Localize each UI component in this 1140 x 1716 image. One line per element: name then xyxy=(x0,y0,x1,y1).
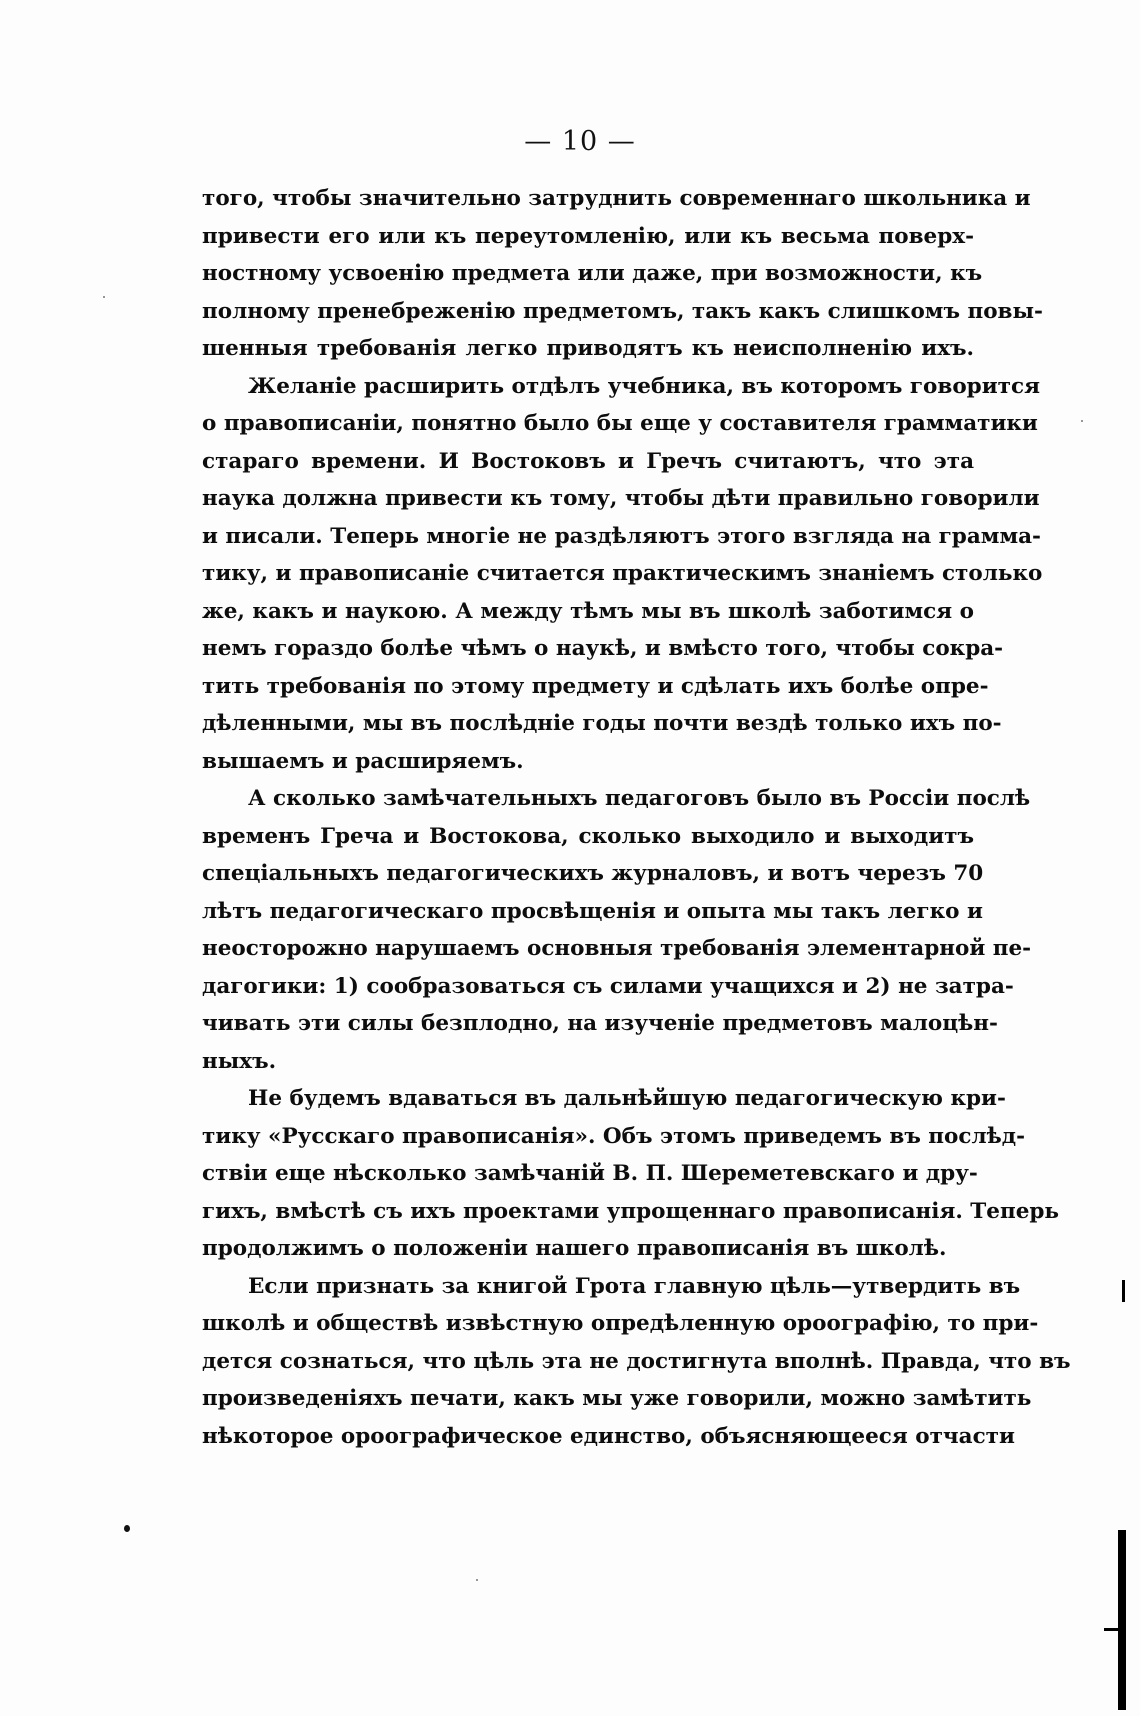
text-line: полному пренебреженію предметомъ, такъ какъ слишкомъ повы- xyxy=(202,298,1043,324)
text-line: наука должна привести къ тому, чтобы дѣти правильно говорили xyxy=(202,486,1040,511)
paragraph-3 xyxy=(202,780,1032,1080)
scan-speck xyxy=(1081,420,1083,422)
text-line: чивать эти силы безплодно, на изученіе предметовъ малоцѣн- xyxy=(202,1011,998,1036)
text-line: вышаемъ и расширяемъ. xyxy=(202,748,524,774)
text-line: ныхъ. xyxy=(202,1048,277,1074)
text-line: дется сознаться, что цѣль эта не достигнута вполнѣ. Правда, что въ xyxy=(202,1348,1071,1374)
text-line: А сколько замѣчательныхъ педагоговъ было въ Россіи послѣ xyxy=(248,786,1031,811)
text-line: произведеніяхъ печати, какъ мы уже говорили, можно замѣтить xyxy=(202,1386,1032,1411)
paragraph-1 xyxy=(202,180,1043,368)
text-line: привести его или къ переутомленію, или къ весьма поверх- xyxy=(202,223,974,249)
ink-spot-mark xyxy=(124,1525,130,1532)
text-line: школѣ и обществѣ извѣстную опредѣленную ороографію, то при- xyxy=(202,1311,1039,1336)
text-line: же, какъ и наукою. А между тѣмъ мы въ школѣ заботимся о xyxy=(202,598,974,624)
scan-edge-mark xyxy=(1122,1280,1125,1302)
scan-speck xyxy=(476,1579,478,1581)
scan-edge-mark xyxy=(1118,1530,1126,1710)
text-line: и писали. Теперь многіе не раздѣляютъ этого взгляда на грамма- xyxy=(202,523,1041,549)
paragraph-5 xyxy=(202,1268,1071,1456)
scan-speck xyxy=(103,296,105,298)
text-line: тику, и правописаніе считается практическимъ знаніемъ столько xyxy=(202,561,1043,586)
text-line: Если признать за книгой Грота главную цѣль—утвердить въ xyxy=(248,1273,1021,1299)
text-line: тить требованія по этому предмету и сдѣлать ихъ болѣе опре- xyxy=(202,673,989,699)
text-line: Не будемъ вдаваться въ дальнѣйшую педагогическую кри- xyxy=(248,1086,1006,1111)
text-line: нѣкоторое ороографическое единство, объясняющееся отчасти xyxy=(202,1423,1015,1449)
page-body-text xyxy=(202,180,1071,1455)
text-line: продолжимъ о положеніи нашего правописанія въ школѣ. xyxy=(202,1236,947,1261)
text-line: стараго времени. И Востоковъ и Гречъ считаютъ, что эта xyxy=(202,448,974,474)
text-line: лѣтъ педагогическаго просвѣщенія и опыта мы такъ легко и xyxy=(202,898,983,924)
text-line: дагогики: 1) сообразоваться съ силами учащихся и 2) не затра- xyxy=(202,973,1014,999)
paragraph-2 xyxy=(202,368,1043,781)
scan-edge-mark xyxy=(1104,1628,1126,1631)
text-line: немъ гораздо болѣе чѣмъ о наукѣ, и вмѣсто того, чтобы сокра- xyxy=(202,636,1004,661)
text-line: шенныя требованія легко приводятъ къ неисполненію ихъ. xyxy=(202,336,974,361)
text-line: того, чтобы значительно затруднить современнаго школьника и xyxy=(202,186,1031,211)
text-line: неосторожно нарушаемъ основныя требованія элементарной пе- xyxy=(202,936,1032,961)
text-line: о правописаніи, понятно было бы еще у составителя грамматики xyxy=(202,411,1038,436)
text-line: дѣленными, мы въ послѣдніе годы почти вездѣ только ихъ по- xyxy=(202,711,1002,736)
text-line: Желаніе расширить отдѣлъ учебника, въ которомъ говорится xyxy=(248,373,1040,399)
text-line: тику «Русскаго правописанія». Объ этомъ приведемъ въ послѣд- xyxy=(202,1123,1025,1149)
text-line: гихъ, вмѣстѣ съ ихъ проектами упрощеннаго правописанія. Теперь xyxy=(202,1198,1060,1224)
page-number: — 10 — xyxy=(524,126,636,157)
paragraph-4 xyxy=(202,1080,1060,1268)
text-line: временъ Греча и Востокова, сколько выходило и выходитъ xyxy=(202,823,974,849)
text-line: ностному усвоенію предмета или даже, при возможности, къ xyxy=(202,261,983,286)
text-line: ствіи еще нѣсколько замѣчаній В. П. Шереметевскаго и дру- xyxy=(202,1161,978,1186)
text-line: спеціальныхъ педагогическихъ журналовъ, и вотъ черезъ 70 xyxy=(202,861,984,886)
